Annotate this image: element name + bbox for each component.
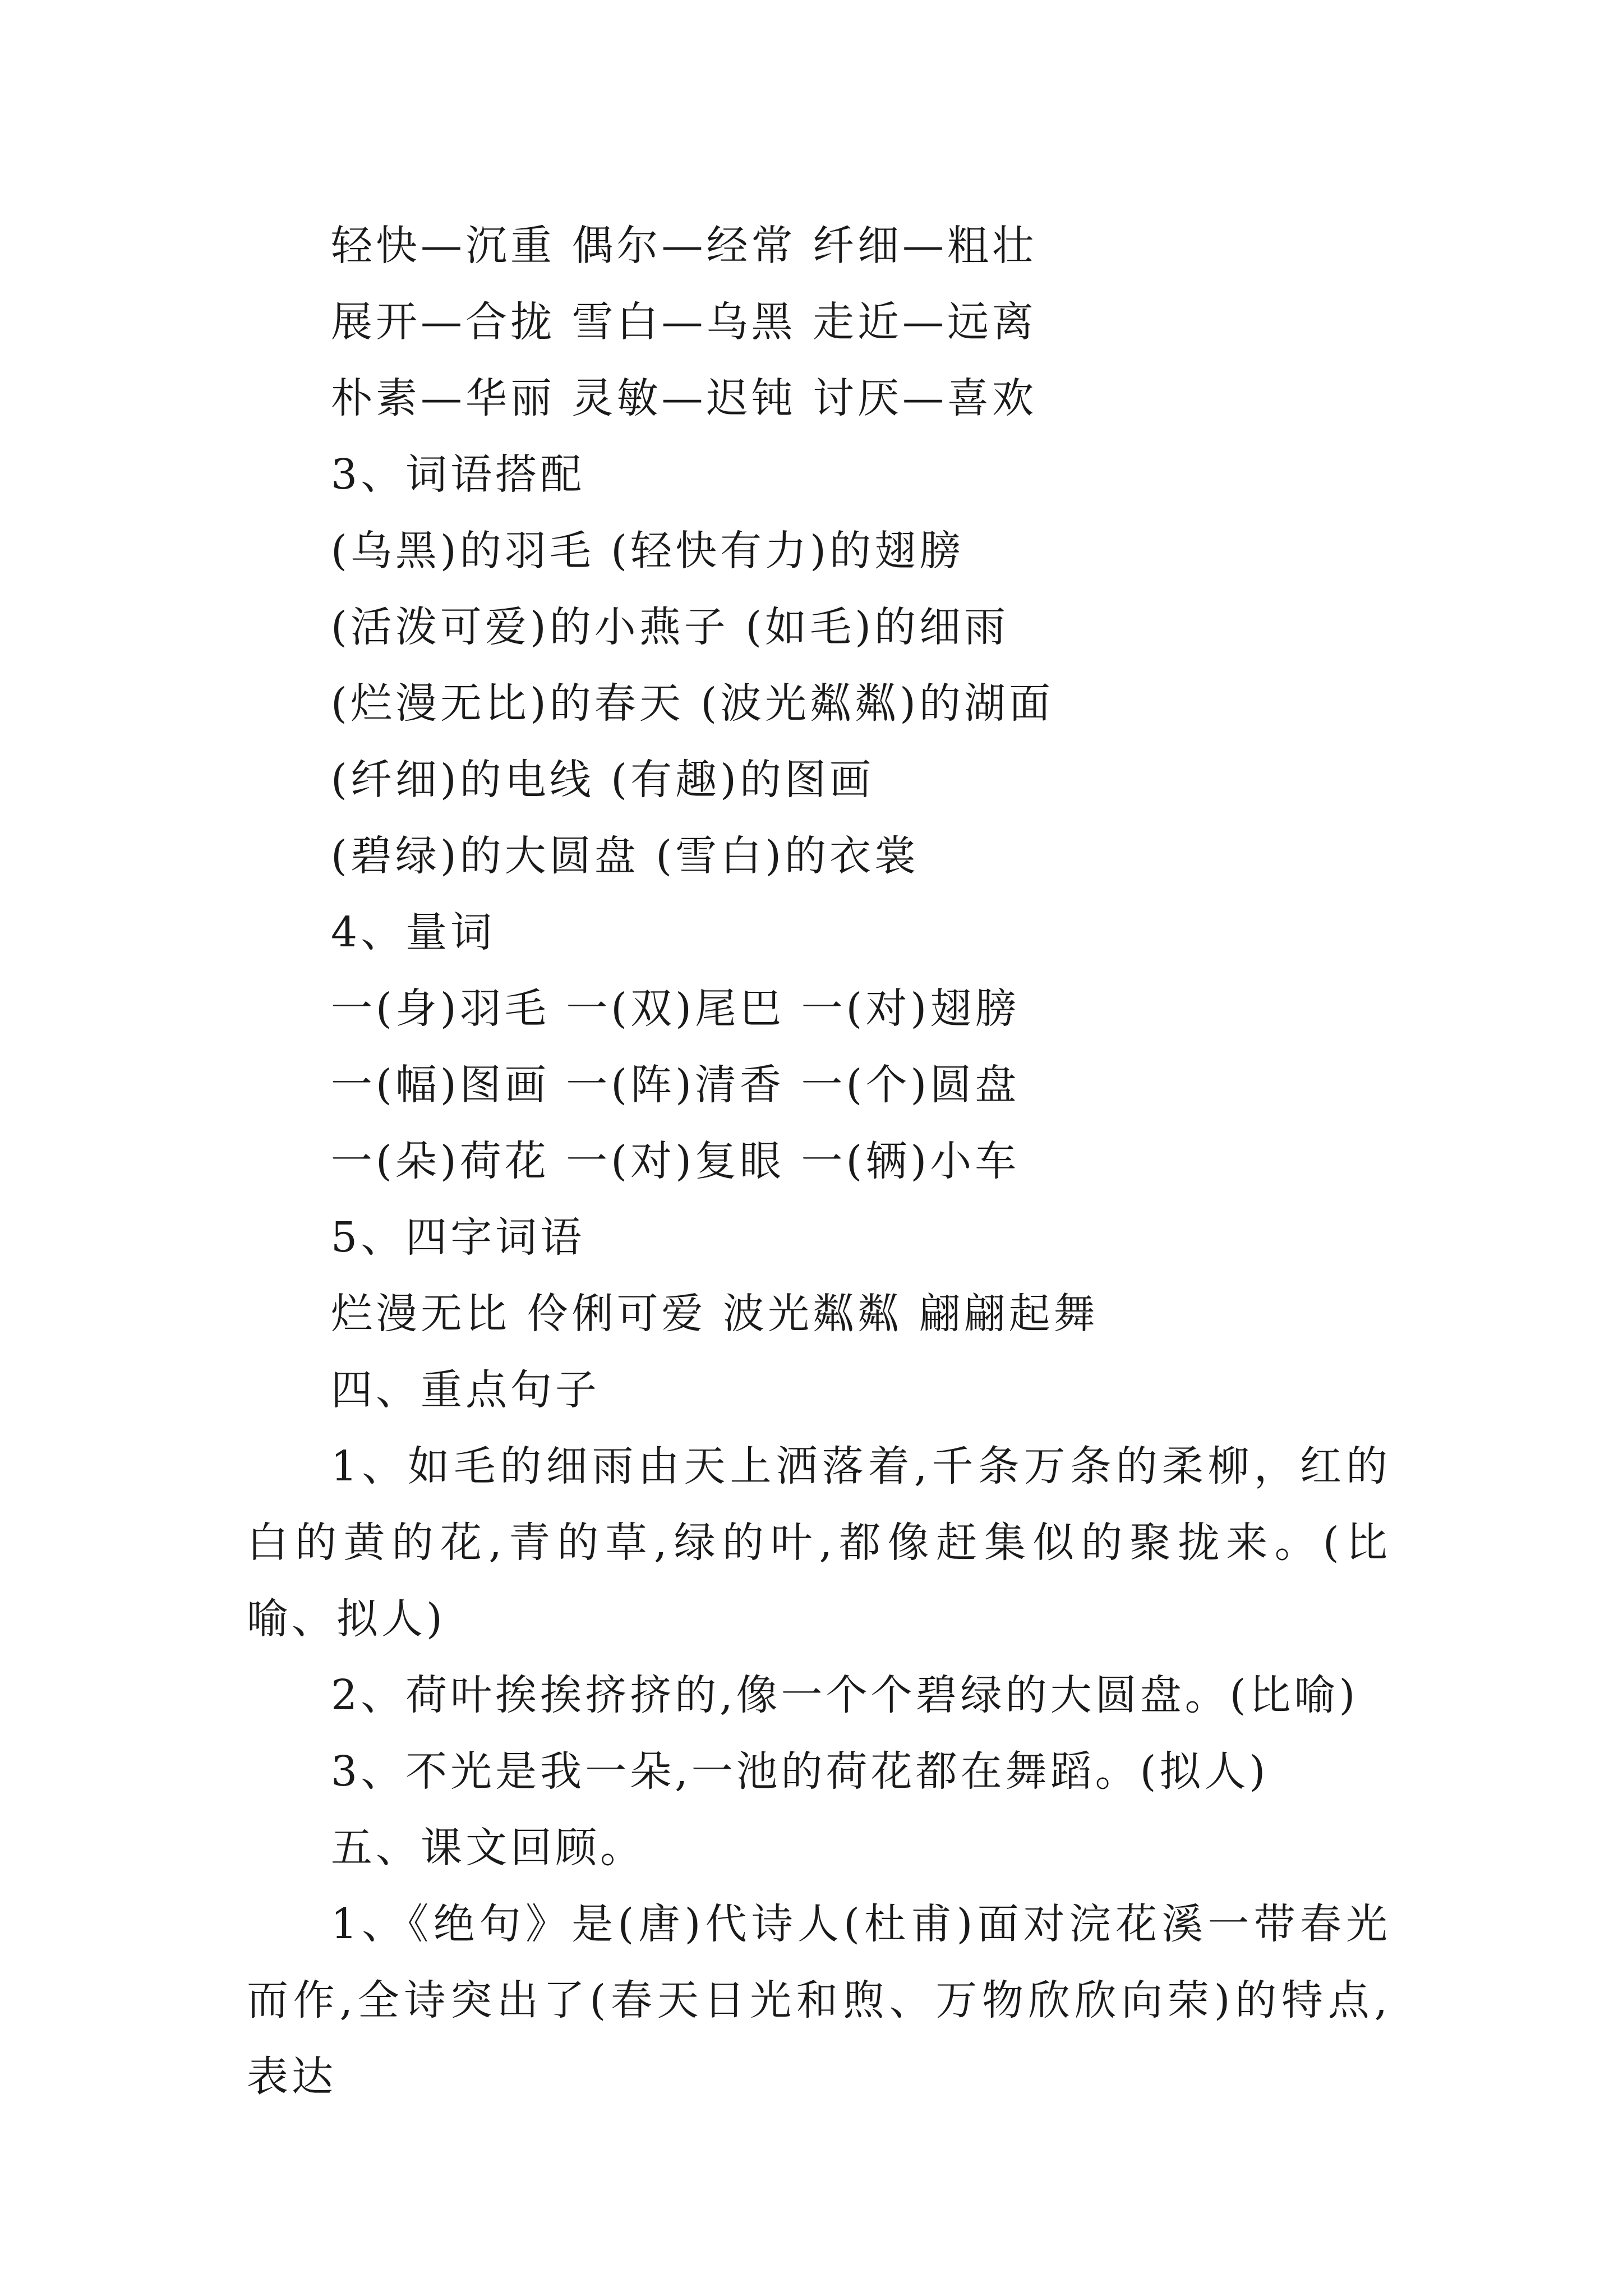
document-page	[247, 208, 1391, 2115]
part-heading-key-sentences: 四、重点句子	[331, 1366, 600, 1414]
section-heading-four-character-words: 5、四字词语	[331, 1213, 585, 1262]
key-sentence: 1、如毛的细雨由天上洒落着,千条万条的柔柳，红的白的黄的花,青的草,绿的叶,都像赶集似的聚拢来。(比喻、拟人)	[247, 1442, 1391, 1643]
key-sentence: 2、荷叶挨挨挤挤的,像一个个碧绿的大圆盘。(比喻)	[331, 1671, 1359, 1719]
review-paragraph: 1、《绝句》是(唐)代诗人(杜甫)面对浣花溪一带春光而作,全诗突出了(春天日光和煦、万物欣欣向荣)的特点,表达	[247, 1900, 1391, 2101]
collocation-line: (碧绿)的大圆盘 (雪白)的衣裳	[331, 832, 920, 880]
measure-word-line: 一(朵)荷花 一(对)复眼 一(辆)小车	[331, 1137, 1020, 1185]
measure-word-line: 一(身)羽毛 一(双)尾巴 一(对)翅膀	[331, 984, 1020, 1033]
collocation-line: (纤细)的电线 (有趣)的图画	[331, 756, 875, 804]
four-character-words-line: 烂漫无比 伶俐可爱 波光粼粼 翩翩起舞	[331, 1290, 1099, 1338]
section-heading-word-collocation: 3、词语搭配	[331, 450, 585, 499]
part-heading-text-review: 五、课文回顾。	[331, 1824, 645, 1872]
collocation-line: (烂漫无比)的春天 (波光粼粼)的湖面	[331, 679, 1054, 728]
antonym-line: 朴素—华丽 灵敏—迟钝 讨厌—喜欢	[331, 374, 1038, 422]
section-heading-measure-words: 4、量词	[331, 908, 496, 956]
collocation-line: (乌黑)的羽毛 (轻快有力)的翅膀	[331, 527, 965, 575]
key-sentence: 3、不光是我一朵,一池的荷花都在舞蹈。(拟人)	[331, 1747, 1269, 1796]
antonym-line: 展开—合拢 雪白—乌黑 走近—远离	[331, 298, 1038, 346]
collocation-line: (活泼可爱)的小燕子 (如毛)的细雨	[331, 603, 1009, 651]
antonym-line: 轻快—沉重 偶尔—经常 纤细—粗壮	[331, 222, 1038, 270]
measure-word-line: 一(幅)图画 一(阵)清香 一(个)圆盘	[331, 1061, 1020, 1109]
